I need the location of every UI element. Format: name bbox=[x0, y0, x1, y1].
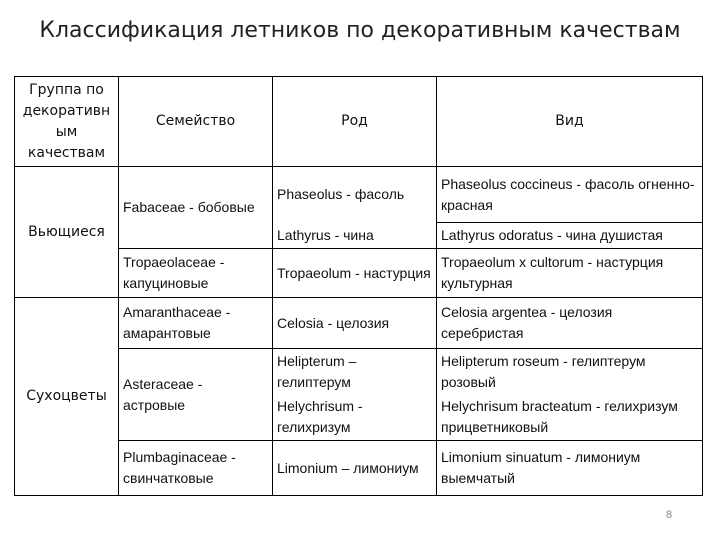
genus-lathyrus: Lathyrus - чина bbox=[273, 223, 437, 249]
species-lathyrus: Lathyrus odoratus - чина душистая bbox=[437, 223, 703, 249]
family-asteraceae: Asteraceae - астровые bbox=[119, 349, 273, 441]
species-helychrisum: Helychrisum bracteatum - гелихризум прицветниковый bbox=[437, 395, 703, 441]
header-genus: Род bbox=[273, 77, 437, 167]
species-helipterum: Helipterum roseum - гелиптерум розовый bbox=[437, 349, 703, 395]
page-title: Классификация летников по декоративным качествам bbox=[39, 18, 681, 43]
header-group: Группа по декоративн ым качествам bbox=[15, 77, 119, 167]
table-row bbox=[15, 167, 703, 223]
genus-phaseolus: Phaseolus - фасоль bbox=[273, 167, 437, 223]
genus-tropaeolum: Tropaeolum - настурция bbox=[273, 249, 437, 298]
classification-table bbox=[14, 76, 703, 496]
table-header-row bbox=[15, 77, 703, 167]
genus-celosia: Celosia - целозия bbox=[273, 298, 437, 349]
family-plumbaginaceae: Plumbaginaceae - свинчатковые bbox=[119, 441, 273, 496]
family-amaranthaceae: Amaranthaceae - амарантовые bbox=[119, 298, 273, 349]
family-tropaeolaceae: Tropaeolaceae - капуциновые bbox=[119, 249, 273, 298]
header-species: Вид bbox=[437, 77, 703, 167]
table-row bbox=[15, 249, 703, 298]
group-climbing: Вьющиеся bbox=[15, 167, 119, 298]
species-tropaeolum: Tropaeolum x cultorum - настурция культурная bbox=[437, 249, 703, 298]
group-dried: Сухоцветы bbox=[15, 298, 119, 496]
page-number: 8 bbox=[666, 509, 673, 521]
species-phaseolus: Phaseolus coccineus - фасоль огненно-красная bbox=[437, 167, 703, 223]
header-family: Семейство bbox=[119, 77, 273, 167]
table-row bbox=[15, 349, 703, 395]
genus-helipterum: Helipterum – гелиптерум bbox=[273, 349, 437, 395]
species-celosia: Celosia argentea - целозия серебристая bbox=[437, 298, 703, 349]
species-limonium: Limonium sinuatum - лимониум выемчатый bbox=[437, 441, 703, 496]
genus-limonium: Limonium – лимониум bbox=[273, 441, 437, 496]
table-row bbox=[15, 441, 703, 496]
table-row bbox=[15, 298, 703, 349]
family-fabaceae: Fabaceae - бобовые bbox=[119, 167, 273, 249]
genus-helychrisum: Helychrisum - гелихризум bbox=[273, 395, 437, 441]
